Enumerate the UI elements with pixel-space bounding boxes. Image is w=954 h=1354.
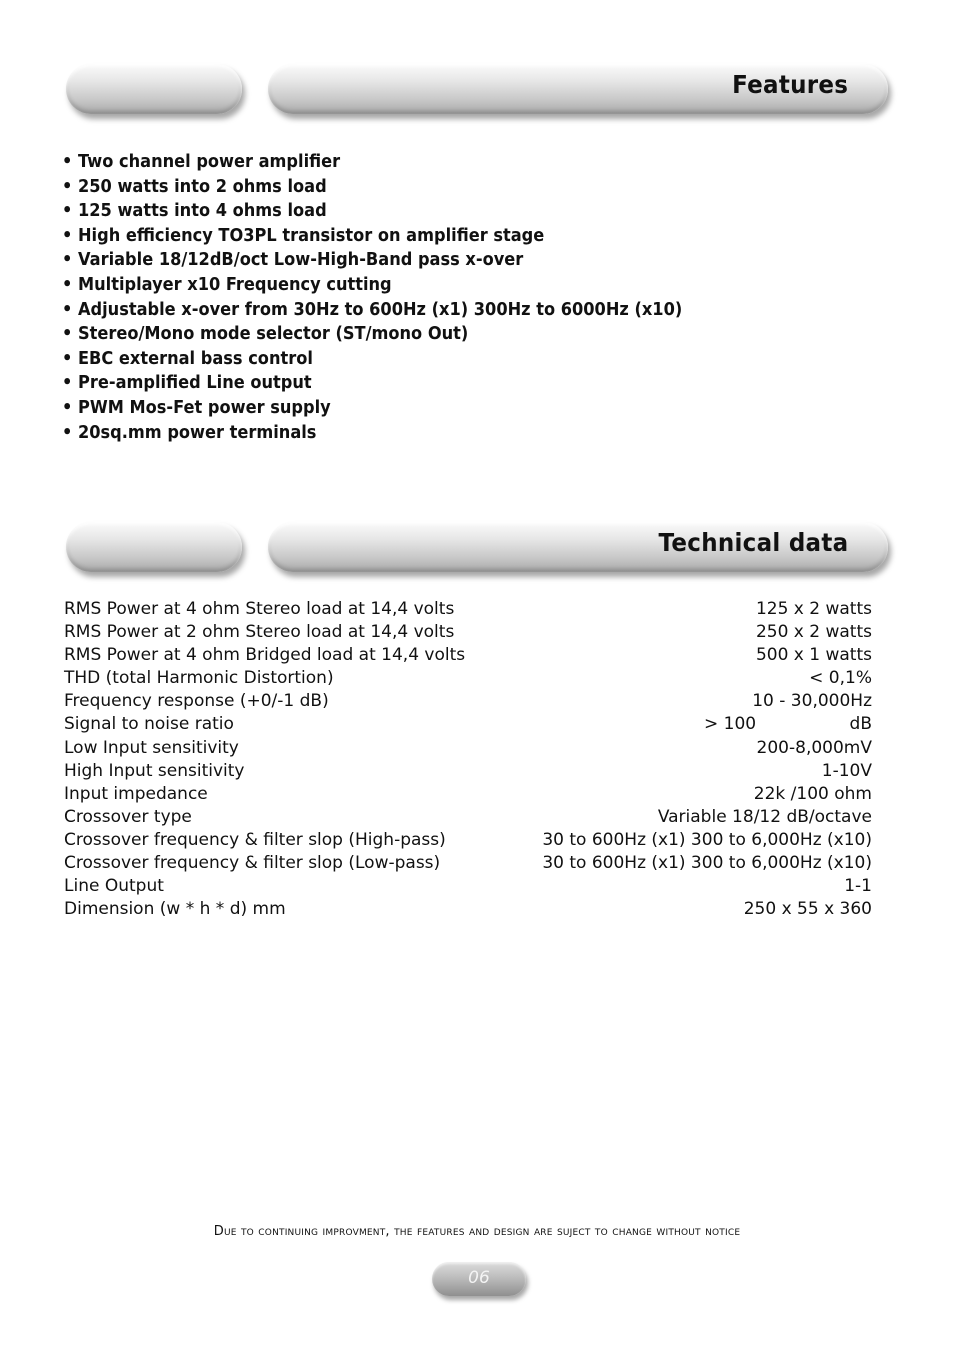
feature-item: • Multiplayer x10 Frequency cutting	[62, 273, 392, 295]
spec-row	[64, 829, 872, 852]
spec-row	[64, 598, 872, 621]
spec-label: RMS Power at 4 ohm Stereo load at 14,4 volts	[64, 599, 455, 619]
spec-label: High Input sensitivity	[64, 760, 245, 781]
spec-value: 30 to 600Hz (x1) 300 to 6,000Hz (x10)	[542, 829, 872, 850]
spec-value: 10 - 30,000Hz	[752, 691, 872, 712]
feature-item: • 125 watts into 4 ohms load	[62, 200, 327, 222]
spec-row	[64, 690, 872, 713]
spec-value-snr	[508, 713, 873, 736]
spec-value: 125 x 2 watts	[755, 599, 872, 619]
spec-row	[64, 621, 872, 644]
feature-item: • High efficiency TO3PL transistor on amplifier stage	[62, 224, 545, 246]
snr-value: > 100	[704, 714, 757, 735]
feature-item: • Adjustable x-over from 30Hz to 600Hz (x1) 300Hz to 6000Hz (x10)	[62, 298, 683, 320]
spec-label: Signal to noise ratio	[64, 714, 234, 735]
header-pill-decoration	[66, 64, 242, 114]
feature-item: • EBC external bass control	[62, 347, 313, 369]
spec-row	[64, 644, 872, 667]
spec-value: Variable 18/12 dB/octave	[657, 806, 872, 827]
page-number: 06	[468, 1268, 490, 1288]
spec-value: 250 x 2 watts	[755, 622, 872, 643]
technical-title: Technical data	[658, 528, 848, 557]
spec-value: 22k /100 ohm	[753, 783, 872, 804]
snr-unit: dB	[849, 714, 872, 735]
spec-row	[64, 875, 872, 898]
spec-label: Input impedance	[64, 783, 208, 804]
spec-row	[64, 667, 872, 690]
feature-item: • 20sq.mm power terminals	[62, 421, 317, 443]
spec-value: 30 to 600Hz (x1) 300 to 6,000Hz (x10)	[542, 853, 872, 874]
spec-row	[64, 806, 872, 829]
header-pill-decoration	[66, 522, 242, 572]
feature-item: • PWM Mos-Fet power supply	[62, 396, 331, 418]
feature-item: • 250 watts into 2 ohms load	[62, 175, 327, 197]
features-header-bar	[268, 64, 888, 114]
features-title: Features	[731, 70, 848, 99]
spec-value: 1-10V	[821, 760, 872, 781]
feature-item: • Stereo/Mono mode selector (ST/mono Out)	[62, 323, 469, 345]
spec-label: RMS Power at 4 ohm Bridged load at 14,4 volts	[64, 645, 466, 666]
spec-label: Line Output	[64, 876, 164, 897]
spec-value: 1-1	[844, 876, 872, 897]
spec-label: Frequency response (+0/-1 dB)	[64, 691, 329, 712]
spec-row	[64, 783, 872, 806]
spec-value: 500 x 1 watts	[755, 645, 872, 666]
page-number-badge	[432, 1262, 526, 1296]
change-notice: Due to continuing improvment, the features and design are suject to change without notice	[213, 1224, 741, 1239]
spec-label: Crossover frequency & filter slop (Low-pass)	[64, 853, 441, 874]
spec-label: Dimension (w * h * d) mm	[64, 899, 286, 920]
spec-value: < 0,1%	[809, 668, 872, 689]
feature-item: • Pre-amplified Line output	[62, 372, 312, 394]
spec-label: THD (total Harmonic Distortion)	[64, 668, 334, 689]
spec-row	[64, 737, 872, 760]
feature-item: • Variable 18/12dB/oct Low-High-Band pass x-over	[62, 249, 524, 271]
spec-value: 200-8,000mV	[756, 737, 872, 758]
spec-label: Crossover type	[64, 806, 192, 827]
spec-row	[64, 713, 872, 736]
spec-table	[64, 598, 872, 921]
spec-label: Crossover frequency & filter slop (High-pass)	[64, 829, 446, 850]
spec-label: Low Input sensitivity	[64, 737, 239, 758]
technical-header-bar	[268, 522, 888, 572]
spec-row	[64, 898, 872, 921]
spec-row	[64, 760, 872, 783]
spec-label: RMS Power at 2 ohm Stereo load at 14,4 volts	[64, 622, 455, 643]
features-list	[62, 150, 751, 445]
spec-value: 250 x 55 x 360	[743, 899, 872, 920]
spec-row	[64, 852, 872, 875]
feature-item: • Two channel power amplifier	[62, 151, 341, 172]
